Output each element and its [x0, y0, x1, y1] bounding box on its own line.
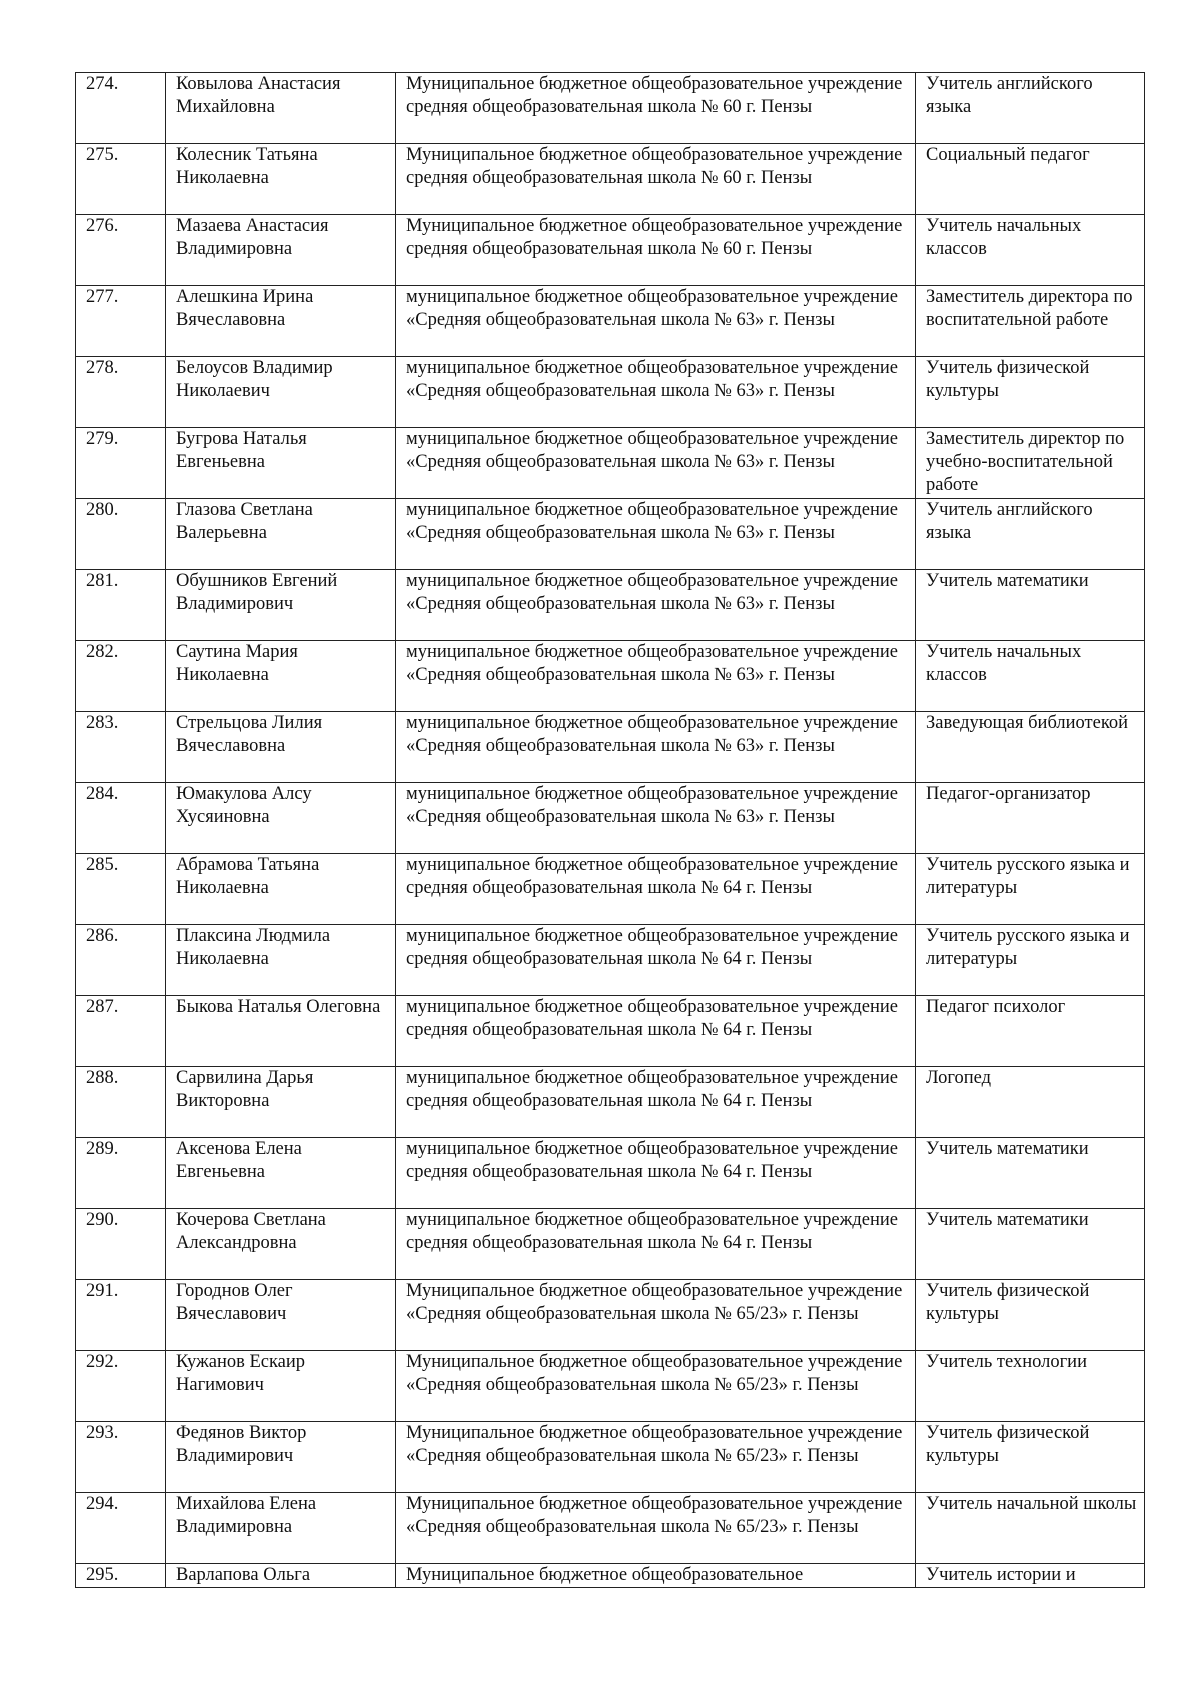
job-position-cell: Учитель истории и [916, 1564, 1145, 1588]
organization-cell: Муниципальное бюджетное общеобразовательное учреждение «Средняя общеобразовательная школа № 65/23» г. Пензы [396, 1280, 916, 1351]
row-number-cell: 283. [76, 712, 166, 783]
row-number-cell: 277. [76, 286, 166, 357]
person-name-cell: Аксенова Елена Евгеньевна [166, 1138, 396, 1209]
table-row [76, 925, 1145, 996]
organization-cell: муниципальное бюджетное общеобразовательное учреждение «Средняя общеобразовательная школа № 63» г. Пензы [396, 499, 916, 570]
organization-cell: Муниципальное бюджетное общеобразовательное учреждение «Средняя общеобразовательная школа № 65/23» г. Пензы [396, 1422, 916, 1493]
organization-cell: муниципальное бюджетное общеобразовательное учреждение средняя общеобразовательная школа № 64 г. Пензы [396, 1067, 916, 1138]
job-position-cell: Учитель английского языка [916, 499, 1145, 570]
organization-cell: муниципальное бюджетное общеобразовательное учреждение средняя общеобразовательная школа № 64 г. Пензы [396, 996, 916, 1067]
row-number-cell: 289. [76, 1138, 166, 1209]
job-position-cell: Учитель физической культуры [916, 1422, 1145, 1493]
organization-cell: муниципальное бюджетное общеобразовательное учреждение «Средняя общеобразовательная школа № 63» г. Пензы [396, 641, 916, 712]
table-row [76, 641, 1145, 712]
organization-cell: муниципальное бюджетное общеобразовательное учреждение «Средняя общеобразовательная школа № 63» г. Пензы [396, 712, 916, 783]
person-name-cell: Юмакулова Алсу Хусяиновна [166, 783, 396, 854]
organization-cell: муниципальное бюджетное общеобразовательное учреждение «Средняя общеобразовательная школа № 63» г. Пензы [396, 783, 916, 854]
table-row [76, 286, 1145, 357]
person-name-cell: Михайлова Елена Владимировна [166, 1493, 396, 1564]
job-position-cell: Учитель английского языка [916, 73, 1145, 144]
person-name-cell: Белоусов Владимир Николаевич [166, 357, 396, 428]
table-row [76, 854, 1145, 925]
table-row [76, 1493, 1145, 1564]
row-number-cell: 282. [76, 641, 166, 712]
job-position-cell: Учитель русского языка и литературы [916, 925, 1145, 996]
table-row [76, 357, 1145, 428]
person-name-cell: Обушников Евгений Владимирович [166, 570, 396, 641]
table-row [76, 783, 1145, 854]
table-row [76, 215, 1145, 286]
table-row [76, 428, 1145, 499]
table-row [76, 1280, 1145, 1351]
job-position-cell: Учитель физической культуры [916, 357, 1145, 428]
organization-cell: муниципальное бюджетное общеобразовательное учреждение «Средняя общеобразовательная школа № 63» г. Пензы [396, 286, 916, 357]
person-name-cell: Кужанов Ескаир Нагимович [166, 1351, 396, 1422]
organization-cell: муниципальное бюджетное общеобразовательное учреждение «Средняя общеобразовательная школа № 63» г. Пензы [396, 357, 916, 428]
person-name-cell: Колесник Татьяна Николаевна [166, 144, 396, 215]
organization-cell: Муниципальное бюджетное общеобразовательное [396, 1564, 916, 1588]
organization-cell: муниципальное бюджетное общеобразовательное учреждение средняя общеобразовательная школа № 64 г. Пензы [396, 854, 916, 925]
table-row [76, 1564, 1145, 1588]
staff-table [75, 72, 1145, 1588]
organization-cell: муниципальное бюджетное общеобразовательное учреждение средняя общеобразовательная школа № 64 г. Пензы [396, 925, 916, 996]
organization-cell: Муниципальное бюджетное общеобразовательное учреждение средняя общеобразовательная школа № 60 г. Пензы [396, 144, 916, 215]
organization-cell: муниципальное бюджетное общеобразовательное учреждение «Средняя общеобразовательная школа № 63» г. Пензы [396, 428, 916, 499]
table-row [76, 1351, 1145, 1422]
job-position-cell: Социальный педагог [916, 144, 1145, 215]
table-row [76, 1422, 1145, 1493]
row-number-cell: 276. [76, 215, 166, 286]
organization-cell: Муниципальное бюджетное общеобразовательное учреждение средняя общеобразовательная школа № 60 г. Пензы [396, 73, 916, 144]
person-name-cell: Федянов Виктор Владимирович [166, 1422, 396, 1493]
person-name-cell: Алешкина Ирина Вячеславовна [166, 286, 396, 357]
job-position-cell: Заведующая библиотекой [916, 712, 1145, 783]
person-name-cell: Сарвилина Дарья Викторовна [166, 1067, 396, 1138]
job-position-cell: Учитель начальных классов [916, 215, 1145, 286]
organization-cell: муниципальное бюджетное общеобразовательное учреждение средняя общеобразовательная школа № 64 г. Пензы [396, 1209, 916, 1280]
row-number-cell: 294. [76, 1493, 166, 1564]
table-row [76, 1209, 1145, 1280]
job-position-cell: Учитель начальных классов [916, 641, 1145, 712]
table-row [76, 144, 1145, 215]
person-name-cell: Быкова Наталья Олеговна [166, 996, 396, 1067]
person-name-cell: Глазова Светлана Валерьевна [166, 499, 396, 570]
table-row [76, 73, 1145, 144]
person-name-cell: Мазаева Анастасия Владимировна [166, 215, 396, 286]
job-position-cell: Учитель начальной школы [916, 1493, 1145, 1564]
row-number-cell: 278. [76, 357, 166, 428]
job-position-cell: Педагог психолог [916, 996, 1145, 1067]
job-position-cell: Логопед [916, 1067, 1145, 1138]
row-number-cell: 295. [76, 1564, 166, 1588]
organization-cell: муниципальное бюджетное общеобразовательное учреждение средняя общеобразовательная школа № 64 г. Пензы [396, 1138, 916, 1209]
person-name-cell: Стрельцова Лилия Вячеславовна [166, 712, 396, 783]
person-name-cell: Плаксина Людмила Николаевна [166, 925, 396, 996]
row-number-cell: 275. [76, 144, 166, 215]
staff-table-body [76, 73, 1145, 1588]
organization-cell: Муниципальное бюджетное общеобразовательное учреждение «Средняя общеобразовательная школа № 65/23» г. Пензы [396, 1351, 916, 1422]
organization-cell: Муниципальное бюджетное общеобразовательное учреждение средняя общеобразовательная школа № 60 г. Пензы [396, 215, 916, 286]
table-row [76, 499, 1145, 570]
row-number-cell: 279. [76, 428, 166, 499]
table-row [76, 1138, 1145, 1209]
organization-cell: Муниципальное бюджетное общеобразовательное учреждение «Средняя общеобразовательная школа № 65/23» г. Пензы [396, 1493, 916, 1564]
row-number-cell: 274. [76, 73, 166, 144]
job-position-cell: Учитель физической культуры [916, 1280, 1145, 1351]
person-name-cell: Варлапова Ольга [166, 1564, 396, 1588]
table-row [76, 712, 1145, 783]
row-number-cell: 288. [76, 1067, 166, 1138]
job-position-cell: Учитель математики [916, 570, 1145, 641]
job-position-cell: Учитель технологии [916, 1351, 1145, 1422]
row-number-cell: 293. [76, 1422, 166, 1493]
row-number-cell: 285. [76, 854, 166, 925]
job-position-cell: Учитель русского языка и литературы [916, 854, 1145, 925]
row-number-cell: 281. [76, 570, 166, 641]
row-number-cell: 290. [76, 1209, 166, 1280]
person-name-cell: Абрамова Татьяна Николаевна [166, 854, 396, 925]
table-row [76, 570, 1145, 641]
row-number-cell: 291. [76, 1280, 166, 1351]
person-name-cell: Ковылова Анастасия Михайловна [166, 73, 396, 144]
person-name-cell: Кочерова Светлана Александровна [166, 1209, 396, 1280]
table-row [76, 1067, 1145, 1138]
job-position-cell: Заместитель директора по воспитательной работе [916, 286, 1145, 357]
table-row [76, 996, 1145, 1067]
row-number-cell: 292. [76, 1351, 166, 1422]
row-number-cell: 287. [76, 996, 166, 1067]
person-name-cell: Саутина Мария Николаевна [166, 641, 396, 712]
job-position-cell: Педагог-организатор [916, 783, 1145, 854]
row-number-cell: 284. [76, 783, 166, 854]
person-name-cell: Городнов Олег Вячеславович [166, 1280, 396, 1351]
row-number-cell: 280. [76, 499, 166, 570]
row-number-cell: 286. [76, 925, 166, 996]
organization-cell: муниципальное бюджетное общеобразовательное учреждение «Средняя общеобразовательная школа № 63» г. Пензы [396, 570, 916, 641]
job-position-cell: Учитель математики [916, 1209, 1145, 1280]
job-position-cell: Учитель математики [916, 1138, 1145, 1209]
job-position-cell: Заместитель директор по учебно-воспитательной работе [916, 428, 1145, 499]
person-name-cell: Бугрова Наталья Евгеньевна [166, 428, 396, 499]
